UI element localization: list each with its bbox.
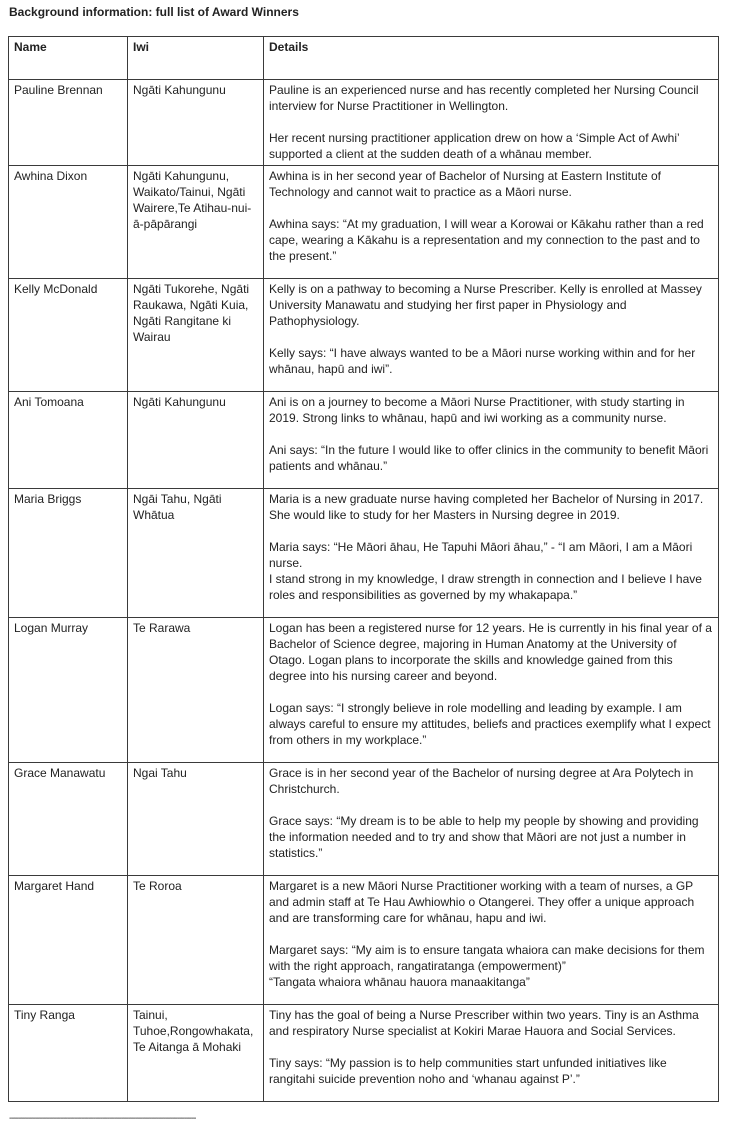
winner-name-cell: Tiny Ranga (9, 1005, 128, 1102)
winner-iwi-cell: Te Roroa (128, 876, 264, 1005)
table-row (9, 876, 719, 1005)
winner-details-cell (264, 166, 719, 279)
details-paragraph: Logan has been a registered nurse for 12 years. He is currently in his final year of a Bachelor of Science degree, majoring in Human Anatomy at the University of Otago. Logan plans to incorporate the skills and knowledge gained from this degree into his nursing career and beyond. (269, 621, 712, 683)
details-paragraph: Awhina is in her second year of Bachelor of Nursing at Eastern Institute of Technology and cannot wait to practice as a Māori nurse. (269, 169, 661, 199)
table-row (9, 392, 719, 489)
award-winners-table (8, 36, 719, 1102)
details-paragraph: Pauline is an experienced nurse and has recently completed her Nursing Council interview for Nurse Practitioner in Wellington. (269, 83, 699, 113)
winner-name-cell: Kelly McDonald (9, 279, 128, 392)
table-row (9, 618, 719, 763)
footer-divider: -------------------------------------------------------------------------------- (9, 1113, 196, 1124)
winner-iwi-cell: Te Rarawa (128, 618, 264, 763)
table-row (9, 80, 719, 166)
winner-details-cell (264, 489, 719, 618)
winner-details-cell (264, 392, 719, 489)
table-row (9, 489, 719, 618)
winner-iwi-cell: Ngāti Kahungunu (128, 80, 264, 166)
winner-iwi-cell: Ngāti Kahungunu, Waikato/Tainui, Ngāti Wairere,Te Atihau-nui-ā-pāpārangi (128, 166, 264, 279)
details-paragraph: Tiny has the goal of being a Nurse Prescriber within two years. Tiny is an Asthma and respiratory Nurse specialist at Kokiri Marae Hauora and Social Services. (269, 1008, 699, 1038)
winner-name-cell: Awhina Dixon (9, 166, 128, 279)
column-header-iwi: Iwi (128, 37, 264, 80)
table-row (9, 1005, 719, 1102)
details-paragraph: Ani says: “In the future I would like to offer clinics in the community to benefit Māori patients and whānau.” (269, 443, 709, 473)
table-row (9, 279, 719, 392)
winner-name-cell: Grace Manawatu (9, 763, 128, 876)
details-paragraph: Grace says: “My dream is to be able to help my people by showing and providing the information needed and to try and show that Māori are not just a number in statistics.” (269, 814, 699, 860)
winner-iwi-cell: Ngāti Tukorehe, Ngāti Raukawa, Ngāti Kuia, Ngāti Rangitane ki Wairau (128, 279, 264, 392)
table-body (9, 80, 719, 1102)
winner-name-cell: Maria Briggs (9, 489, 128, 618)
details-paragraph: Logan says: “I strongly believe in role modelling and leading by example. I am always careful to ensure my attitudes, beliefs and practices exemplify what I expect from others in my workplace.” (269, 701, 711, 747)
details-paragraph: Maria is a new graduate nurse having completed her Bachelor of Nursing in 2017. She would like to study for her Masters in Nursing degree in 2019. (269, 492, 704, 522)
details-paragraph: Her recent nursing practitioner application drew on how a ‘Simple Act of Awhi’ supported a client at the sudden death of a whānau member. (269, 131, 680, 161)
table-header-row (9, 37, 719, 80)
column-header-details: Details (264, 37, 719, 80)
column-header-name: Name (9, 37, 128, 80)
winner-details-cell (264, 80, 719, 166)
winner-details-cell (264, 1005, 719, 1102)
winner-iwi-cell: Ngāti Kahungunu (128, 392, 264, 489)
winner-details-cell (264, 876, 719, 1005)
winner-name-cell: Ani Tomoana (9, 392, 128, 489)
winner-iwi-cell: Tainui, Tuhoe,Rongowhakata, Te Aitanga ā Mohaki (128, 1005, 264, 1102)
winner-name-cell: Margaret Hand (9, 876, 128, 1005)
details-paragraph: Kelly is on a pathway to becoming a Nurse Prescriber. Kelly is enrolled at Massey University Manawatu and studying her first paper in Physiology and Pathophysiology. (269, 282, 702, 328)
page-title: Background information: full list of Award Winners (9, 5, 299, 19)
details-paragraph: Margaret says: “My aim is to ensure tangata whaiora can make decisions for them with the right approach, rangatiratanga (empowerment)” “Tangata whaiora whānau hauora manaakitanga” (269, 943, 705, 989)
winner-details-cell (264, 279, 719, 392)
winner-name-cell: Pauline Brennan (9, 80, 128, 166)
details-paragraph: Grace is in her second year of the Bachelor of nursing degree at Ara Polytech in Christchurch. (269, 766, 694, 796)
details-paragraph: Margaret is a new Māori Nurse Practitioner working with a team of nurses, a GP and admin staff at Te Hau Awhiowhio o Otangerei. They offer a unique approach and are transforming care for whānau, hapu and iwi. (269, 879, 695, 925)
winner-name-cell: Logan Murray (9, 618, 128, 763)
details-paragraph: Kelly says: “I have always wanted to be a Māori nurse working within and for her whānau, hapū and iwi”. (269, 346, 696, 376)
table-row (9, 763, 719, 876)
winner-details-cell (264, 618, 719, 763)
table-row (9, 166, 719, 279)
details-paragraph: Maria says: “He Māori āhau, He Tapuhi Māori āhau,” - “I am Māori, I am a Māori nurse. I stand strong in my knowledge, I draw strength in connection and I believe I have roles and responsibilities as governed by my whakapapa.” (269, 540, 702, 602)
details-paragraph: Ani is on a journey to become a Māori Nurse Practitioner, with study starting in 2019. Strong links to whānau, hapū and iwi working as a community nurse. (269, 395, 685, 425)
winner-iwi-cell: Ngāi Tahu, Ngāti Whātua (128, 489, 264, 618)
details-paragraph: Awhina says: “At my graduation, I will wear a Korowai or Kākahu rather than a red cape, wearing a Kākahu is a representation and my connection to the past and to the present.” (269, 217, 704, 263)
winner-details-cell (264, 763, 719, 876)
winner-iwi-cell: Ngai Tahu (128, 763, 264, 876)
details-paragraph: Tiny says: “My passion is to help communities start unfunded initiatives like rangitahi suicide prevention noho and ‘whanau against P’.” (269, 1056, 667, 1086)
